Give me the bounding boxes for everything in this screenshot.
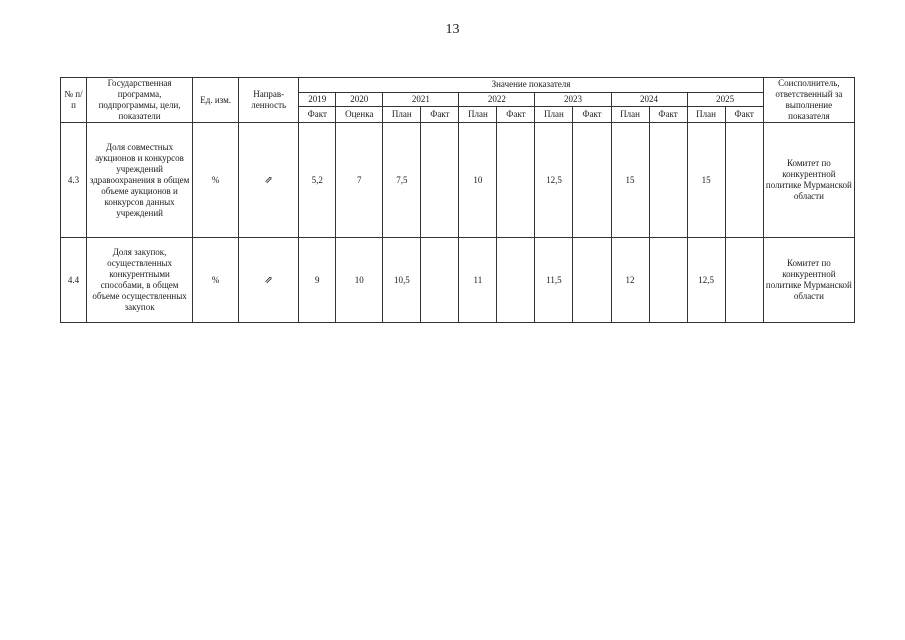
row-value <box>421 238 459 323</box>
header-year: 2021 <box>383 92 459 107</box>
row-value <box>649 123 687 238</box>
header-sub: Факт <box>497 107 535 123</box>
row-value <box>649 238 687 323</box>
row-value: 11,5 <box>535 238 573 323</box>
row-value <box>497 123 535 238</box>
header-sub: План <box>459 107 497 123</box>
header-sub: План <box>535 107 573 123</box>
header-sub: План <box>383 107 421 123</box>
header-executor: Соисполнитель, ответственный за выполнение показателя <box>763 78 854 123</box>
row-value <box>725 123 763 238</box>
row-unit: % <box>193 123 239 238</box>
row-value <box>421 123 459 238</box>
row-value: 9 <box>299 238 336 323</box>
row-direction <box>239 123 299 238</box>
row-executor: Комитет по конкурентной политике Мурманской области <box>763 238 854 323</box>
header-year: 2020 <box>336 92 383 107</box>
arrow-up-icon: ⇗ <box>264 274 273 286</box>
header-program: Государственная программа, подпрограммы, цели, показатели <box>87 78 193 123</box>
header-sub: Факт <box>649 107 687 123</box>
row-value: 5,2 <box>299 123 336 238</box>
header-sub: Факт <box>421 107 459 123</box>
row-value: 12,5 <box>687 238 725 323</box>
header-sub: Оценка <box>336 107 383 123</box>
header-sub: Факт <box>573 107 611 123</box>
page-number: 13 <box>445 22 460 37</box>
row-value: 11 <box>459 238 497 323</box>
row-value: 15 <box>687 123 725 238</box>
header-num: № п/п <box>61 78 87 123</box>
arrow-up-icon: ⇗ <box>264 174 273 186</box>
row-num: 4.3 <box>61 123 87 238</box>
header-year: 2022 <box>459 92 535 107</box>
row-value: 12,5 <box>535 123 573 238</box>
row-value <box>573 238 611 323</box>
row-unit: % <box>193 238 239 323</box>
row-indicator-name: Доля закупок, осуществленных конкурентными способами, в общем объеме осуществленных закупок <box>87 238 193 323</box>
table-row <box>61 123 855 238</box>
row-value <box>725 238 763 323</box>
row-value: 10,5 <box>383 238 421 323</box>
row-num: 4.4 <box>61 238 87 323</box>
table-row <box>61 238 855 323</box>
header-sub: План <box>611 107 649 123</box>
row-value <box>497 238 535 323</box>
row-value: 7,5 <box>383 123 421 238</box>
row-value: 12 <box>611 238 649 323</box>
header-direction: Направ-ленность <box>239 78 299 123</box>
header-sub: Факт <box>299 107 336 123</box>
header-sub: Факт <box>725 107 763 123</box>
header-sub: План <box>687 107 725 123</box>
row-indicator-name: Доля совместных аукционов и конкурсов учреждений здравоохранения в общем объеме аукционов и конкурсов данных учреждений <box>87 123 193 238</box>
header-year: 2025 <box>687 92 763 107</box>
row-value: 15 <box>611 123 649 238</box>
row-value: 7 <box>336 123 383 238</box>
row-value: 10 <box>459 123 497 238</box>
row-value: 10 <box>336 238 383 323</box>
indicators-table <box>60 77 855 323</box>
header-year: 2023 <box>535 92 611 107</box>
row-value <box>573 123 611 238</box>
header-year: 2024 <box>611 92 687 107</box>
header-year: 2019 <box>299 92 336 107</box>
header-value-group: Значение показателя <box>299 78 764 93</box>
row-executor: Комитет по конкурентной политике Мурманской области <box>763 123 854 238</box>
header-unit: Ед. изм. <box>193 78 239 123</box>
row-direction <box>239 238 299 323</box>
